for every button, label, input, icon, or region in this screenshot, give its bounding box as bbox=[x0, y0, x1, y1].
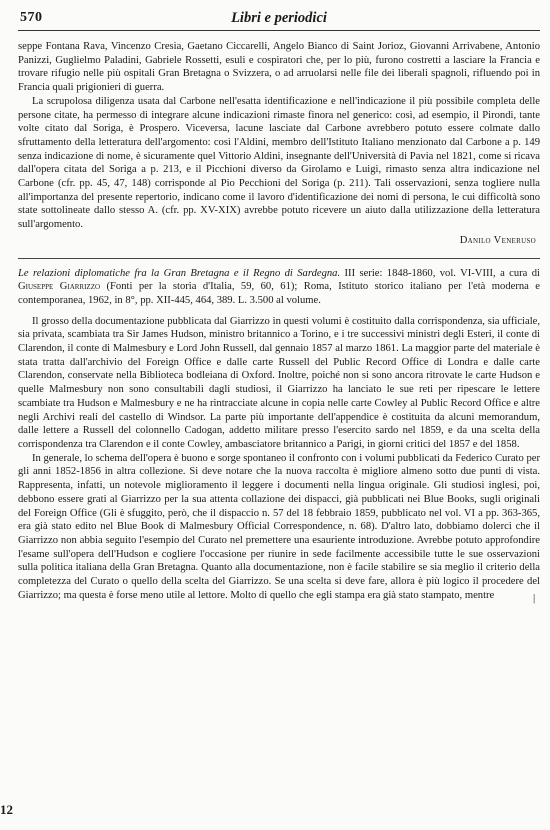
margin-annotation: 12 bbox=[0, 802, 13, 817]
page-number: 570 bbox=[20, 10, 43, 25]
citation-editor: Giuseppe Giarrizzo bbox=[18, 281, 101, 293]
review-2-citation bbox=[18, 267, 540, 308]
page-header bbox=[18, 8, 540, 31]
paragraph: La scrupolosa diligenza usata dal Carbone nell'esatta identificazione e nell'indicazione il più possibile completa delle persone citate, ha permesso di integrare alcune indicazioni rimaste finora nel generico: così, ad esempio, il Pirondi, tante volte citato dal Soriga, è Prospero. Viceversa, lacune lasciate dal Carbone avrebbero potuto essere colmate dallo sfruttamento della letteratura dell'argomento: così l'Aldini, membro dell'Istituto Italiano menzionato dal Carbone a p. 149 senza indicazione di nome, è sicuramente quel Vittorio Aldini, insegnante dell'Università di Pavia nel 1821, come si ricava dall'opera citata del Soriga a p. 213, e il Picchioni diverso da Girolamo e Luigi, rimasto senza altra indicazione nel Carbone (cfr. pp. 45, 47, 148) corrisponde al Pio Pecchioni del Soriga (p. 211). Tali osservazioni, senza togliere nulla all'importanza del presente repertorio, indicano come il lavoro d'identificazione dei nomi di persona, le cui difficoltà sono state sottolineate dallo stesso A. (cfr. pp. XV-XIX) avrebbe potuto ricevere un aiuto dalla utilizzazione della letteratura sull'argomento. bbox=[18, 95, 540, 231]
paragraph: In generale, lo schema dell'opera è buono e sorge spontaneo il confronto con i volumi pubblicati da Federico Curato per gli anni 1852-1856 in altra collezione. Si deve notare che la nuova raccolta è migliore almeno sotto due punti di vista. Rappresenta, infatti, un notevole miglioramento il leggere i documenti nella lingua originale. Gli studiosi inglesi, poi, debbono essere grati al Giarrizzo per la sua attenta collazione dei dispacci, già pubblicati nei Blue Books, sugli originali del Foreign Office (Gli è sfuggito, però, che il dispaccio n. 57 del 18 febbraio 1859, pubblicato nel vol. VI a pp. 363-365, era già stato edito nel Blue Book di Malmesbury Official Correspondence, n. 68). D'altro lato, dobbiamo dolerci che il Giarrizzo non abbia seguito l'esempio del Curato nel premettere una esauriente introduzione. Avrebbe potuto approfondire l'esame sull'opera dell'Hudson e cogliere l'occasione per riunire in sede facilmente accessibile tutte le sue osservazioni sulla politica italiana della Gran Bretagna. Quanto alla documentazione, non è facile stabilire se sia meglio il criterio della completezza del Curato o quello della scelta del Giarrizzo. Se una scelta si deve fare, allora è più logico il procedere del Giarrizzo; ma questa è forse meno utile al lettore. Molto di quello che egli stampa era già stato stampato, mentre bbox=[18, 452, 540, 601]
review-1 bbox=[18, 40, 540, 248]
citation-details: (Fonti per la storia d'Italia, 59, 60, 61); Roma, Istituto storico italiano per l'età moderna e contemporanea, 1962, in 8°, pp. XII-445, 464, 389. L. 3.500 al volume. bbox=[18, 281, 540, 306]
paragraph: seppe Fontana Rava, Vincenzo Cresia, Gaetano Ciccarelli, Angelo Bianco di Saint Jorioz, Giovanni Arrivabene, Antonio Panizzi, Guglielmo Paladini, Gabriele Rossetti, esuli e cospiratori che, per lo più, furono costretti a lasciare la Francia e trovare rifugio nelle più ospitali Gran Bretagna o Svizzera, o ad arruolarsi nelle file dei liberali spagnoli, rifluendo poi in Francia quali prigionieri di guerra. bbox=[18, 41, 540, 94]
margin-annotation-right: | bbox=[533, 592, 536, 604]
spacer bbox=[18, 308, 540, 315]
running-title: Libri e periodici bbox=[231, 10, 327, 26]
citation-title: Le relazioni diplomatiche fra la Gran Bretagna e il Regno di Sardegna. bbox=[18, 267, 341, 279]
book-page bbox=[18, 8, 540, 602]
review-signature: Danilo Veneruso bbox=[459, 234, 536, 246]
paragraph: Il grosso della documentazione pubblicata dal Giarrizzo in questi volumi è costituito dalla corrispondenza, sia ufficiale, sia privata, scambiata tra Sir James Hudson, ministro britannico a Torino, e i tre successivi ministri degli Esteri, il conte di Clarendon, il conte di Malmesbury e Lord John Russell, dal gennaio 1857 al marzo 1861. La maggior parte del materiale è stata tratta dall'archivio del Foreign Office e dalle carte Russell del Public Record Office di Londra e dalle carte Clarendon, conservate nella Biblioteca bodleiana di Oxford. Inoltre, poiché non si sono ancora ritrovate le carte Hudson e quelle Malmesbury non sono consultabili dagli studiosi, il Giarrizzo ha lanciato le sue reti per ripescare le lettere scambiate tra Hudson e Malmesbury e ne ha rintracciate alcune in copia nelle carte Cowley al Public Record Office e altre negli Archivi reali del castello di Windsor. La parte più importante dell'appendice è costituita da alcuni memorandum, dalle lettere a Russell del colonnello Cadogan, addetto militare presso l'esercito sardo nel 1859, e da una scelta della corrispondenza tra Clarendon e il conte Cowley, ambasciatore britannico a Parigi, in giorni critici del 1857 e del 1858. bbox=[18, 315, 540, 450]
review-2-body bbox=[18, 315, 540, 603]
section-divider bbox=[18, 258, 540, 259]
citation-series: III serie: 1848-1860, vol. VI-VIII, a cura di bbox=[344, 267, 541, 279]
